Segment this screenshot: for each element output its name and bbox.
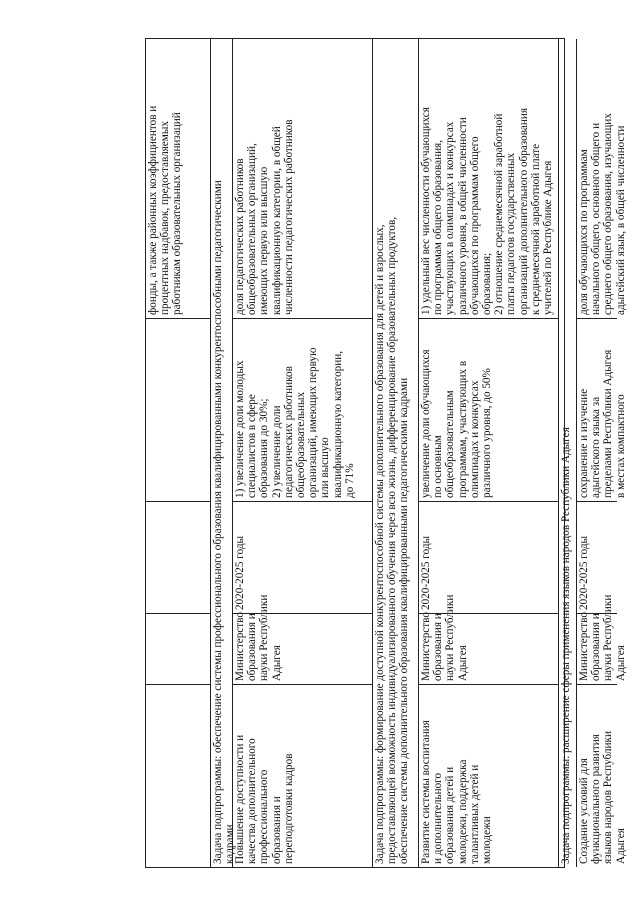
cell-text-line: Создание условий для bbox=[578, 758, 590, 864]
result-cell bbox=[233, 319, 372, 502]
table-row-additional-education bbox=[418, 39, 558, 867]
cell-text-line: по программам общего образования, bbox=[432, 139, 445, 315]
cell-text-line: функционального развития bbox=[590, 734, 603, 864]
cell-text-line: различного уровня, в общей численности bbox=[456, 117, 469, 315]
cell-text-line: организаций, имеющих первую bbox=[307, 347, 320, 498]
programme-table bbox=[145, 38, 627, 868]
cell-text-line: имеющих первую или высшую bbox=[258, 166, 271, 315]
cell-text-line: к среднемесячной заработной плате bbox=[529, 143, 542, 315]
cell-text-line: молодежи bbox=[481, 816, 494, 864]
indicator-cell bbox=[233, 37, 372, 319]
cell-text-line: начального общего, основного общего и bbox=[590, 122, 603, 315]
task-heading-line: Задача подпрограммы: формирование доступной конкурентоспособной системы дополнительного образования для детей и взрослых, bbox=[374, 224, 386, 864]
cell-text-line: общеобразовательным bbox=[444, 390, 457, 498]
cell-text-line: сохранение и изучение bbox=[578, 388, 590, 498]
cell-text-line: качества дополнительного bbox=[246, 738, 259, 864]
cell-text-line: пределами Республики Адыгея bbox=[602, 349, 615, 498]
cell-text-line: адыгейский язык, в общей численности bbox=[614, 125, 627, 315]
task-heading-line: обеспечение системы дополнительного образования квалифицированными педагогическими кадрами bbox=[398, 377, 411, 864]
event-cell bbox=[419, 685, 558, 867]
cell-text-line: и дополнительного bbox=[432, 772, 445, 864]
cell-text-line: образования и bbox=[590, 613, 603, 681]
executor-cell bbox=[146, 614, 210, 685]
cell-text-line: Адыгея bbox=[270, 645, 283, 681]
table-row-professional-education bbox=[232, 39, 372, 867]
cell-text-line: работникам образовательных организаций bbox=[171, 112, 184, 315]
cell-text-line: образования и bbox=[246, 613, 259, 681]
cell-text-line: квалификационную категории, в общей bbox=[270, 126, 283, 315]
cell-text-line: доля педагогических работников bbox=[234, 158, 246, 315]
cell-text-line: учителей по Республике Адыгея bbox=[542, 160, 555, 315]
indicator-cell bbox=[146, 37, 210, 319]
cell-text-line: по основным bbox=[432, 435, 445, 498]
cell-text-line: квалификационную категории, bbox=[331, 350, 344, 498]
cell-text-line: Развитие системы воспитания bbox=[420, 720, 432, 864]
cell-text-line: Министерство bbox=[578, 612, 590, 681]
cell-text-line: адыгейского языка за bbox=[590, 396, 603, 498]
cell-text-line: общеобразовательных bbox=[295, 391, 308, 498]
table-row-languages bbox=[576, 39, 627, 867]
cell-text-line: науки Республики bbox=[444, 594, 457, 681]
cell-text-line: увеличение доли обучающихся bbox=[420, 349, 432, 498]
cell-text-line: образования и bbox=[432, 613, 445, 681]
cell-text-line: численности педагогических работников bbox=[282, 119, 295, 315]
cell-text-line: 2020-2025 годы bbox=[234, 535, 246, 610]
period-cell bbox=[419, 502, 558, 614]
cell-text-line: специалистов в сфере bbox=[246, 394, 259, 498]
cell-text-line: различного уровня, до 50% bbox=[481, 368, 494, 498]
cell-text-line: талантливых детей и bbox=[468, 764, 481, 864]
task-heading bbox=[373, 39, 418, 867]
cell-text-line: науки Республики bbox=[602, 594, 615, 681]
result-cell bbox=[146, 319, 210, 502]
cell-text-line: общеобразовательных организаций, bbox=[246, 143, 259, 315]
cell-text-line: науки Республики bbox=[258, 594, 271, 681]
period-cell bbox=[577, 502, 617, 614]
cell-text-line: программам, участвующих в bbox=[456, 360, 469, 498]
task-heading-line: предоставляющей возможность индивидуализированного обучения через всю жизнь, дифференцирование образовательных продуктов, bbox=[386, 216, 399, 864]
cell-text-line: 2020-2025 годы bbox=[578, 535, 590, 610]
cell-text-line: молодежи, поддержка bbox=[456, 759, 469, 864]
cell-text-line: процентных надбавок, предоставляемых bbox=[159, 121, 172, 315]
event-cell bbox=[233, 685, 372, 867]
event-cell bbox=[577, 685, 627, 867]
task-heading-line: Задача подпрограммы: расширение сферы применения языков народов Республики Адыгея bbox=[560, 427, 572, 864]
cell-text-line: Адыгея bbox=[456, 645, 469, 681]
cell-text-line: платы педагогов государственных bbox=[505, 152, 518, 315]
task-heading-line: кадрами bbox=[224, 824, 237, 864]
cell-text-line: Министерство bbox=[420, 612, 432, 681]
cell-text-line: образования до 30%; bbox=[258, 398, 271, 498]
executor-cell bbox=[233, 594, 372, 685]
executor-cell bbox=[577, 594, 627, 685]
cell-text-line: до 71% bbox=[343, 463, 356, 498]
task-heading-line: Задача подпрограммы: обеспечение системы профессионального образования квалифицированными конкурентоспособными педагогическими bbox=[212, 180, 224, 864]
result-cell bbox=[577, 319, 627, 502]
result-cell bbox=[419, 319, 558, 502]
period-cell bbox=[233, 502, 372, 614]
cell-text-line: 1) удельный вес численности обучающихся bbox=[420, 107, 432, 315]
cell-text-line: профессионального bbox=[258, 769, 271, 864]
event-cell bbox=[146, 685, 210, 867]
task-row-professional-education bbox=[210, 39, 237, 867]
cell-text-line: педагогических работников bbox=[282, 366, 295, 498]
cell-text-line: участвующих в олимпиадах и конкурсах bbox=[444, 121, 457, 315]
executor-cell bbox=[419, 594, 558, 685]
cell-text-line: олимпиадах и конкурсах bbox=[468, 380, 481, 498]
cell-text-line: 2020-2025 годы bbox=[420, 535, 432, 610]
task-heading bbox=[559, 39, 576, 867]
cell-text-line: образования и bbox=[270, 796, 283, 864]
cell-text-line: образования детей и bbox=[444, 766, 457, 864]
cell-text-line: в местах компактного bbox=[614, 394, 627, 498]
cell-text-line: организаций дополнительного образования bbox=[517, 108, 530, 315]
cell-text-line: Повышение доступности и bbox=[234, 734, 246, 864]
cell-text-line: фонды, а также районных коэффициентов и bbox=[147, 105, 159, 315]
cell-text-line: Адыгея bbox=[614, 645, 627, 681]
cell-text-line: языков народов Республики bbox=[602, 731, 615, 864]
cell-text-line: переподготовки кадров bbox=[282, 753, 295, 864]
cell-text-line: 2) увеличение доли bbox=[270, 405, 283, 498]
indicator-cell bbox=[577, 37, 627, 319]
cell-text-line: 2) отношение среднемесячной заработной bbox=[493, 113, 506, 315]
cell-text-line: образования; bbox=[481, 252, 494, 315]
cell-text-line: доля обучающихся по программам bbox=[578, 149, 590, 315]
indicator-cell bbox=[419, 37, 558, 319]
cell-text-line: или высшую bbox=[319, 437, 332, 498]
period-cell bbox=[146, 502, 210, 614]
table-row-continued bbox=[146, 39, 210, 867]
task-heading bbox=[211, 39, 237, 867]
cell-text-line: среднего общего образования, изучающих bbox=[602, 113, 615, 315]
cell-text-line: обучающихся по программам общего bbox=[468, 136, 481, 315]
task-row-languages bbox=[558, 39, 576, 867]
task-row-additional-education bbox=[372, 39, 418, 867]
cell-text-line: 1) увеличение доли молодых bbox=[234, 360, 246, 498]
cell-text-line: Адыгея bbox=[614, 828, 627, 864]
cell-text-line: Министерство bbox=[234, 612, 246, 681]
